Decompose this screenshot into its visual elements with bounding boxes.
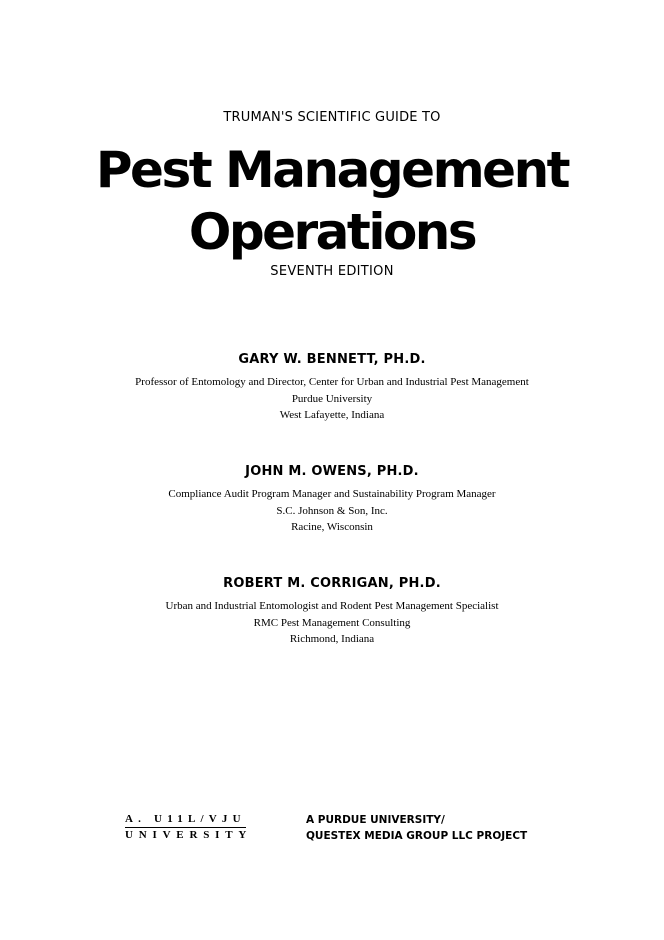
book-title-line-2: Operations xyxy=(188,203,476,261)
author-location: West Lafayette, Indiana xyxy=(279,409,385,421)
project-line-1: A PURDUE UNIVERSITY/ xyxy=(306,814,445,826)
author-affiliation: Purdue University xyxy=(291,392,373,405)
logo-wordmark-bottom: UNIVERSITY xyxy=(125,829,253,841)
author-name: ROBERT M. CORRIGAN, PH.D. xyxy=(223,576,441,591)
author-location: Racine, Wisconsin xyxy=(291,521,373,533)
author-block xyxy=(0,352,664,424)
author-title: Compliance Audit Program Manager and Sustainability Program Manager xyxy=(168,488,496,500)
author-location: Richmond, Indiana xyxy=(289,633,375,645)
logo-wordmark-top: A. U11L/VJU xyxy=(125,812,246,828)
author-name: GARY W. BENNETT, PH.D. xyxy=(238,352,426,367)
author-affiliation: RMC Pest Management Consulting xyxy=(253,616,411,629)
author-block xyxy=(0,576,664,648)
purdue-university-logo xyxy=(125,812,252,843)
author-title: Urban and Industrial Entomologist and Rodent Pest Management Specialist xyxy=(165,600,499,612)
author-affiliation: S.C. Johnson & Son, Inc. xyxy=(276,504,388,517)
author-title: Professor of Entomology and Director, Center for Urban and Industrial Pest Management xyxy=(135,376,529,388)
series-kicker: TRUMAN'S SCIENTIFIC GUIDE TO xyxy=(223,110,441,125)
publisher-project-note xyxy=(306,812,527,844)
book-title-line-1: Pest Management xyxy=(95,141,569,199)
edition-label: SEVENTH EDITION xyxy=(270,264,394,279)
project-line-2: QUESTEX MEDIA GROUP LLC PROJECT xyxy=(306,830,528,842)
author-name: JOHN M. OWENS, PH.D. xyxy=(245,464,419,479)
author-block xyxy=(0,464,664,536)
